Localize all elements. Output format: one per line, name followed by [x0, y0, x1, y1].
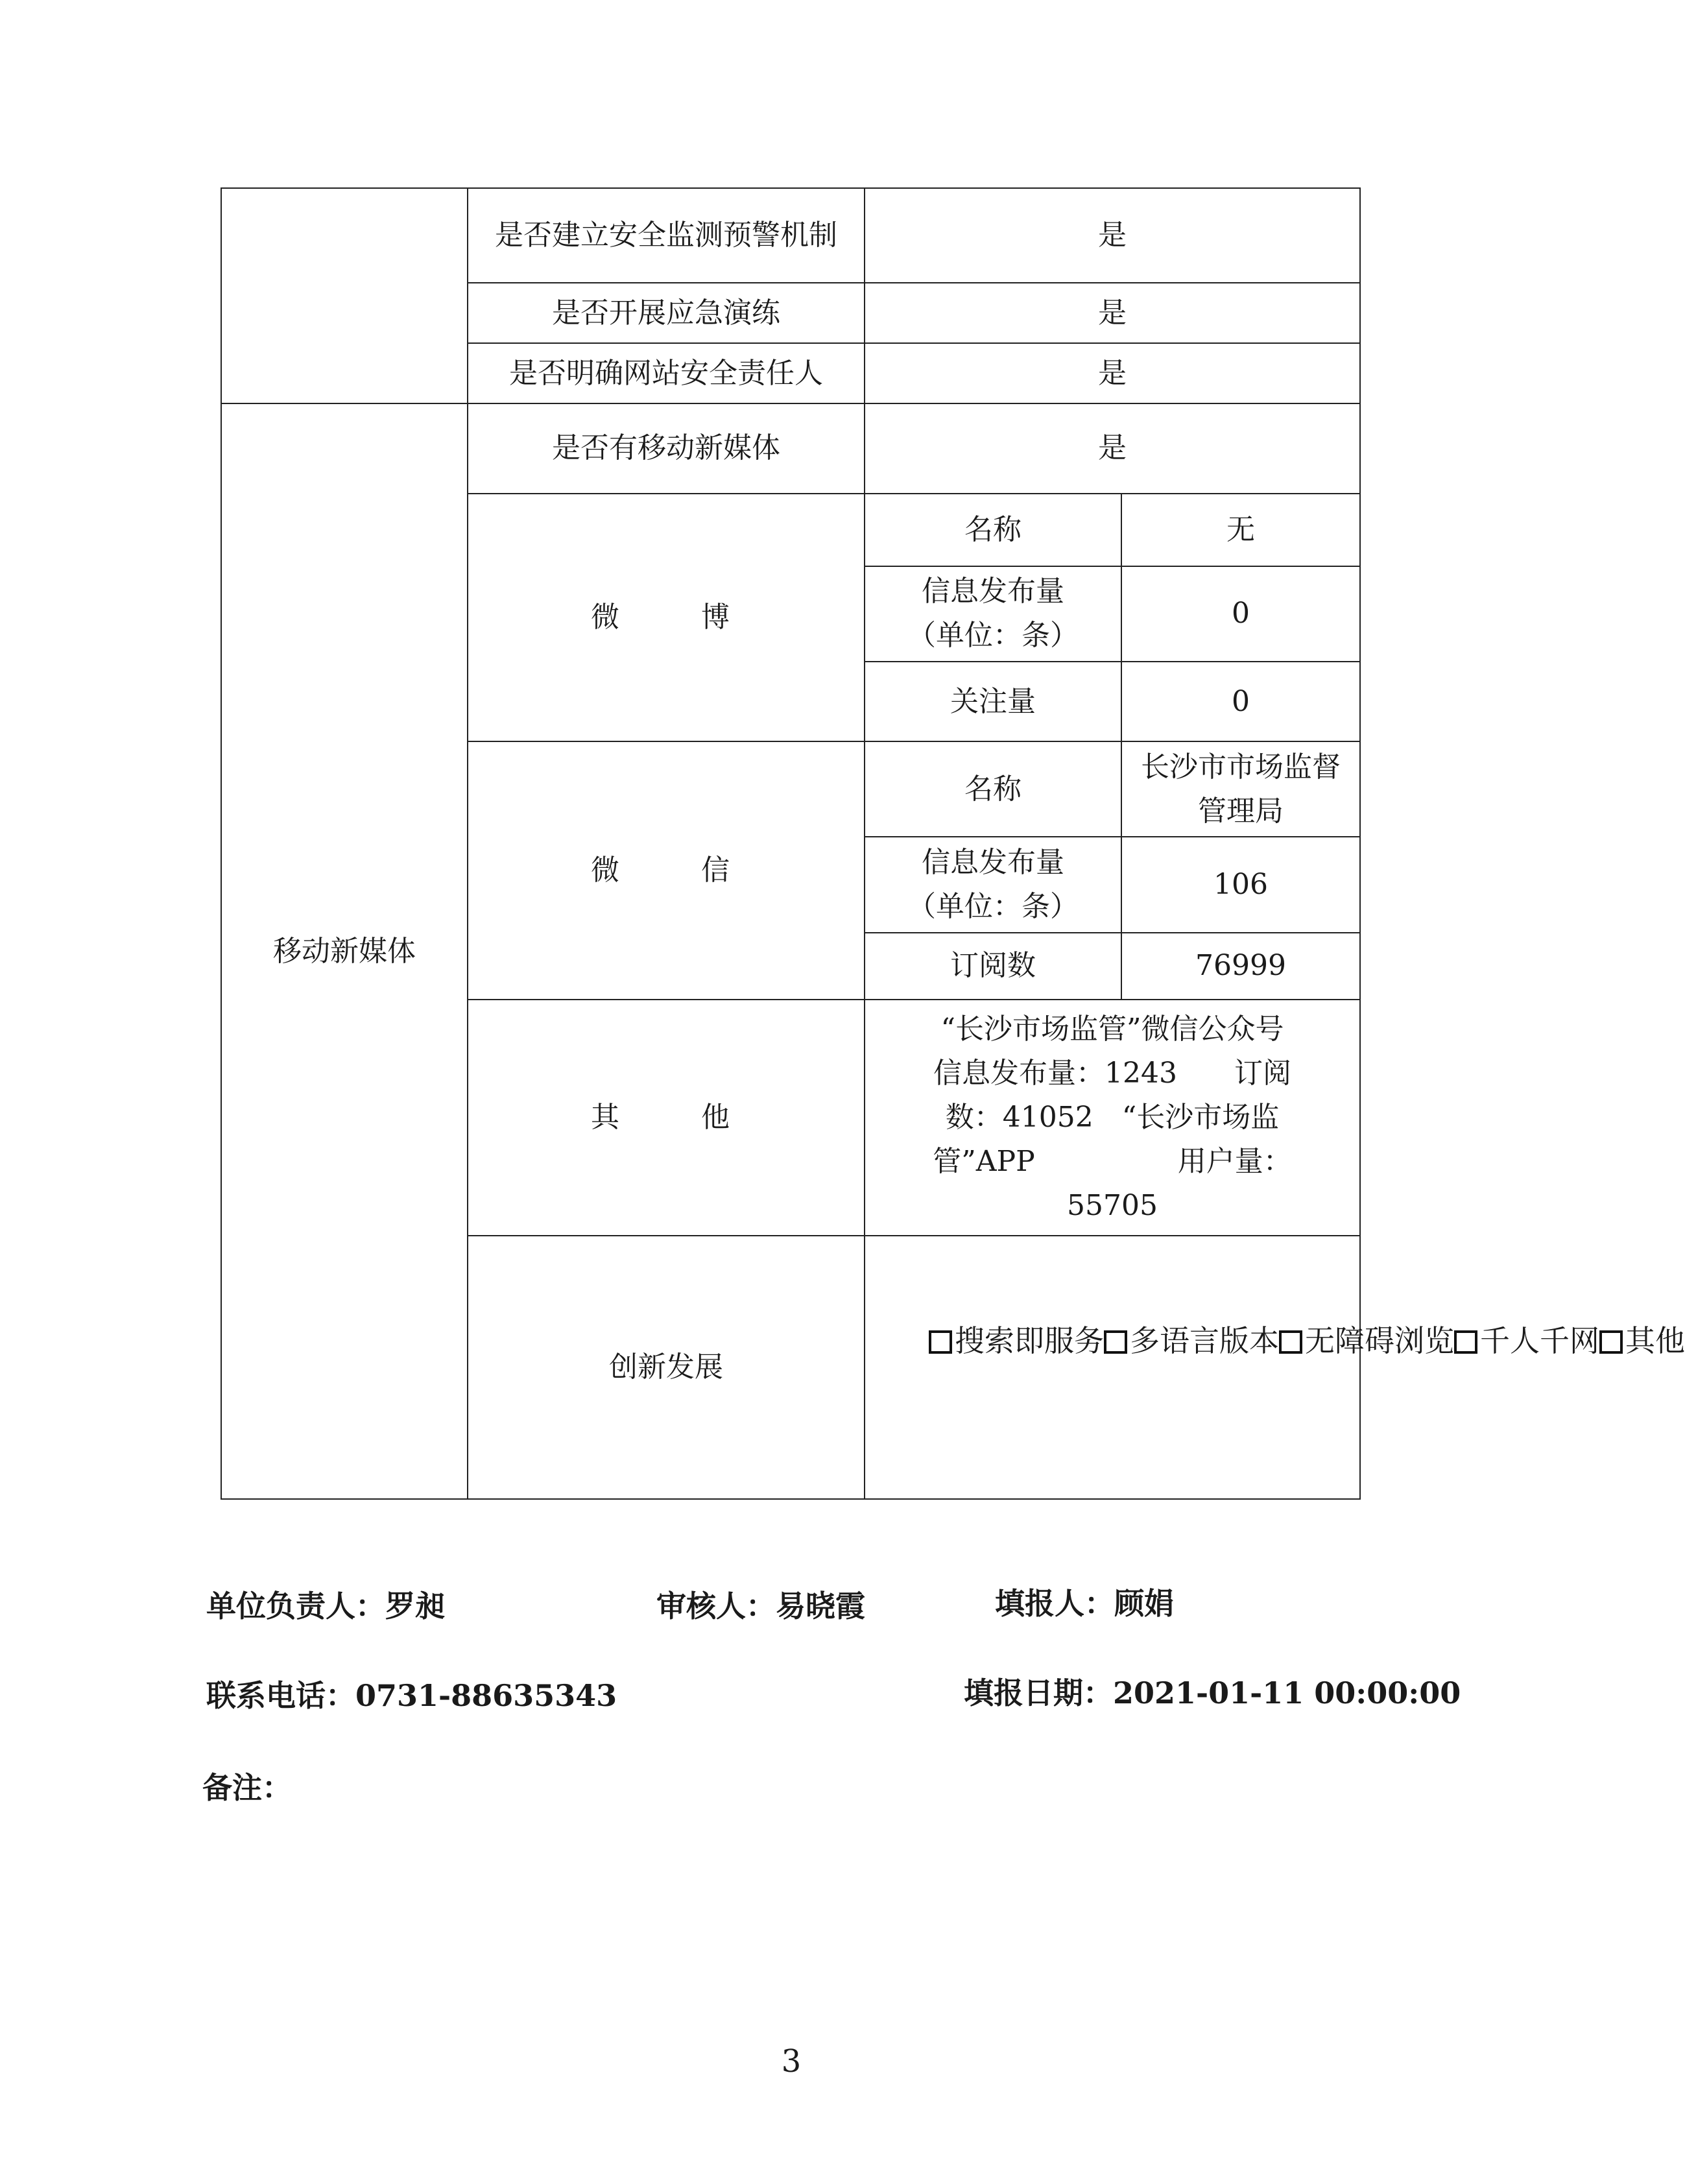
wechat-name-label: 名称 [865, 741, 1121, 837]
weibo-posts-label [865, 566, 1121, 662]
wechat-posts-label [865, 837, 1121, 932]
other-line: 55705 [1067, 1189, 1158, 1223]
option-search-service: 搜索即服务 [955, 1323, 1104, 1359]
weibo-posts-value: 0 [1121, 566, 1360, 662]
emergency-drill-value: 是 [865, 283, 1360, 343]
wechat-subs-label: 订阅数 [865, 933, 1121, 1000]
has-mobile-label: 是否有移动新媒体 [468, 403, 865, 493]
option-multilingual: 多语言版本 [1130, 1323, 1279, 1359]
checkbox-other[interactable] [1599, 1330, 1623, 1354]
other-line: “长沙市场监管”微信公众号 [940, 1012, 1284, 1046]
wechat-subs-value: 76999 [1121, 933, 1360, 1000]
emergency-drill-label: 是否开展应急演练 [468, 283, 865, 343]
weibo-followers-label: 关注量 [865, 662, 1121, 741]
other-line: 管”APP 用户量： [933, 1145, 1292, 1179]
filler: 填报人：顾娟 [995, 1586, 1174, 1621]
weibo-name-value: 无 [1121, 494, 1360, 566]
other-line: 数：41052 “长沙市场监 [945, 1100, 1280, 1134]
security-monitoring-value: 是 [865, 188, 1360, 283]
wechat-posts-value: 106 [1121, 837, 1360, 932]
checkbox-search-service[interactable] [929, 1330, 952, 1354]
wechat-label: 微 信 [468, 741, 865, 1000]
checkbox-accessibility[interactable] [1279, 1330, 1302, 1354]
security-section-cell [221, 188, 468, 403]
option-accessibility: 无障碍浏览 [1305, 1323, 1454, 1359]
has-mobile-value: 是 [865, 403, 1360, 493]
weibo-posts-label-line1: 信息发布量 [922, 575, 1064, 608]
report-table [221, 187, 1685, 1500]
fill-date: 填报日期：2021-01-11 00:00:00 [964, 1675, 1461, 1710]
option-other: 其他 [1625, 1323, 1685, 1359]
page-number: 3 [781, 2043, 802, 2080]
security-officer-value: 是 [865, 343, 1360, 403]
security-monitoring-label: 是否建立安全监测预警机制 [468, 188, 865, 283]
weibo-name-label: 名称 [865, 494, 1121, 566]
innovation-label: 创新发展 [468, 1236, 865, 1499]
option-personalized: 千人千网 [1480, 1323, 1599, 1359]
security-officer-label: 是否明确网站安全责任人 [468, 343, 865, 403]
remark-label: 备注： [202, 1770, 292, 1805]
other-value [865, 1000, 1360, 1236]
checkbox-personalized[interactable] [1454, 1330, 1477, 1354]
other-label: 其 他 [468, 1000, 865, 1236]
wechat-name-value: 长沙市市场监督管理局 [1121, 741, 1360, 837]
reviewer: 审核人：易晓霞 [656, 1589, 865, 1624]
checkbox-multilingual[interactable] [1104, 1330, 1127, 1354]
weibo-followers-value: 0 [1121, 662, 1360, 741]
mobile-section-label: 移动新媒体 [221, 403, 468, 1499]
weibo-label: 微 博 [468, 494, 865, 742]
wechat-posts-label-line2: （单位：条） [907, 889, 1079, 923]
wechat-posts-label-line1: 信息发布量 [922, 845, 1064, 879]
innovation-options [865, 1236, 1685, 1499]
weibo-posts-label-line2: （单位：条） [907, 619, 1079, 653]
other-line: 信息发布量：1243 订阅 [933, 1056, 1291, 1090]
innovation-options-line [877, 1318, 1685, 1364]
unit-head: 单位负责人：罗昶 [206, 1589, 445, 1624]
contact-phone: 联系电话：0731-88635343 [206, 1678, 617, 1713]
